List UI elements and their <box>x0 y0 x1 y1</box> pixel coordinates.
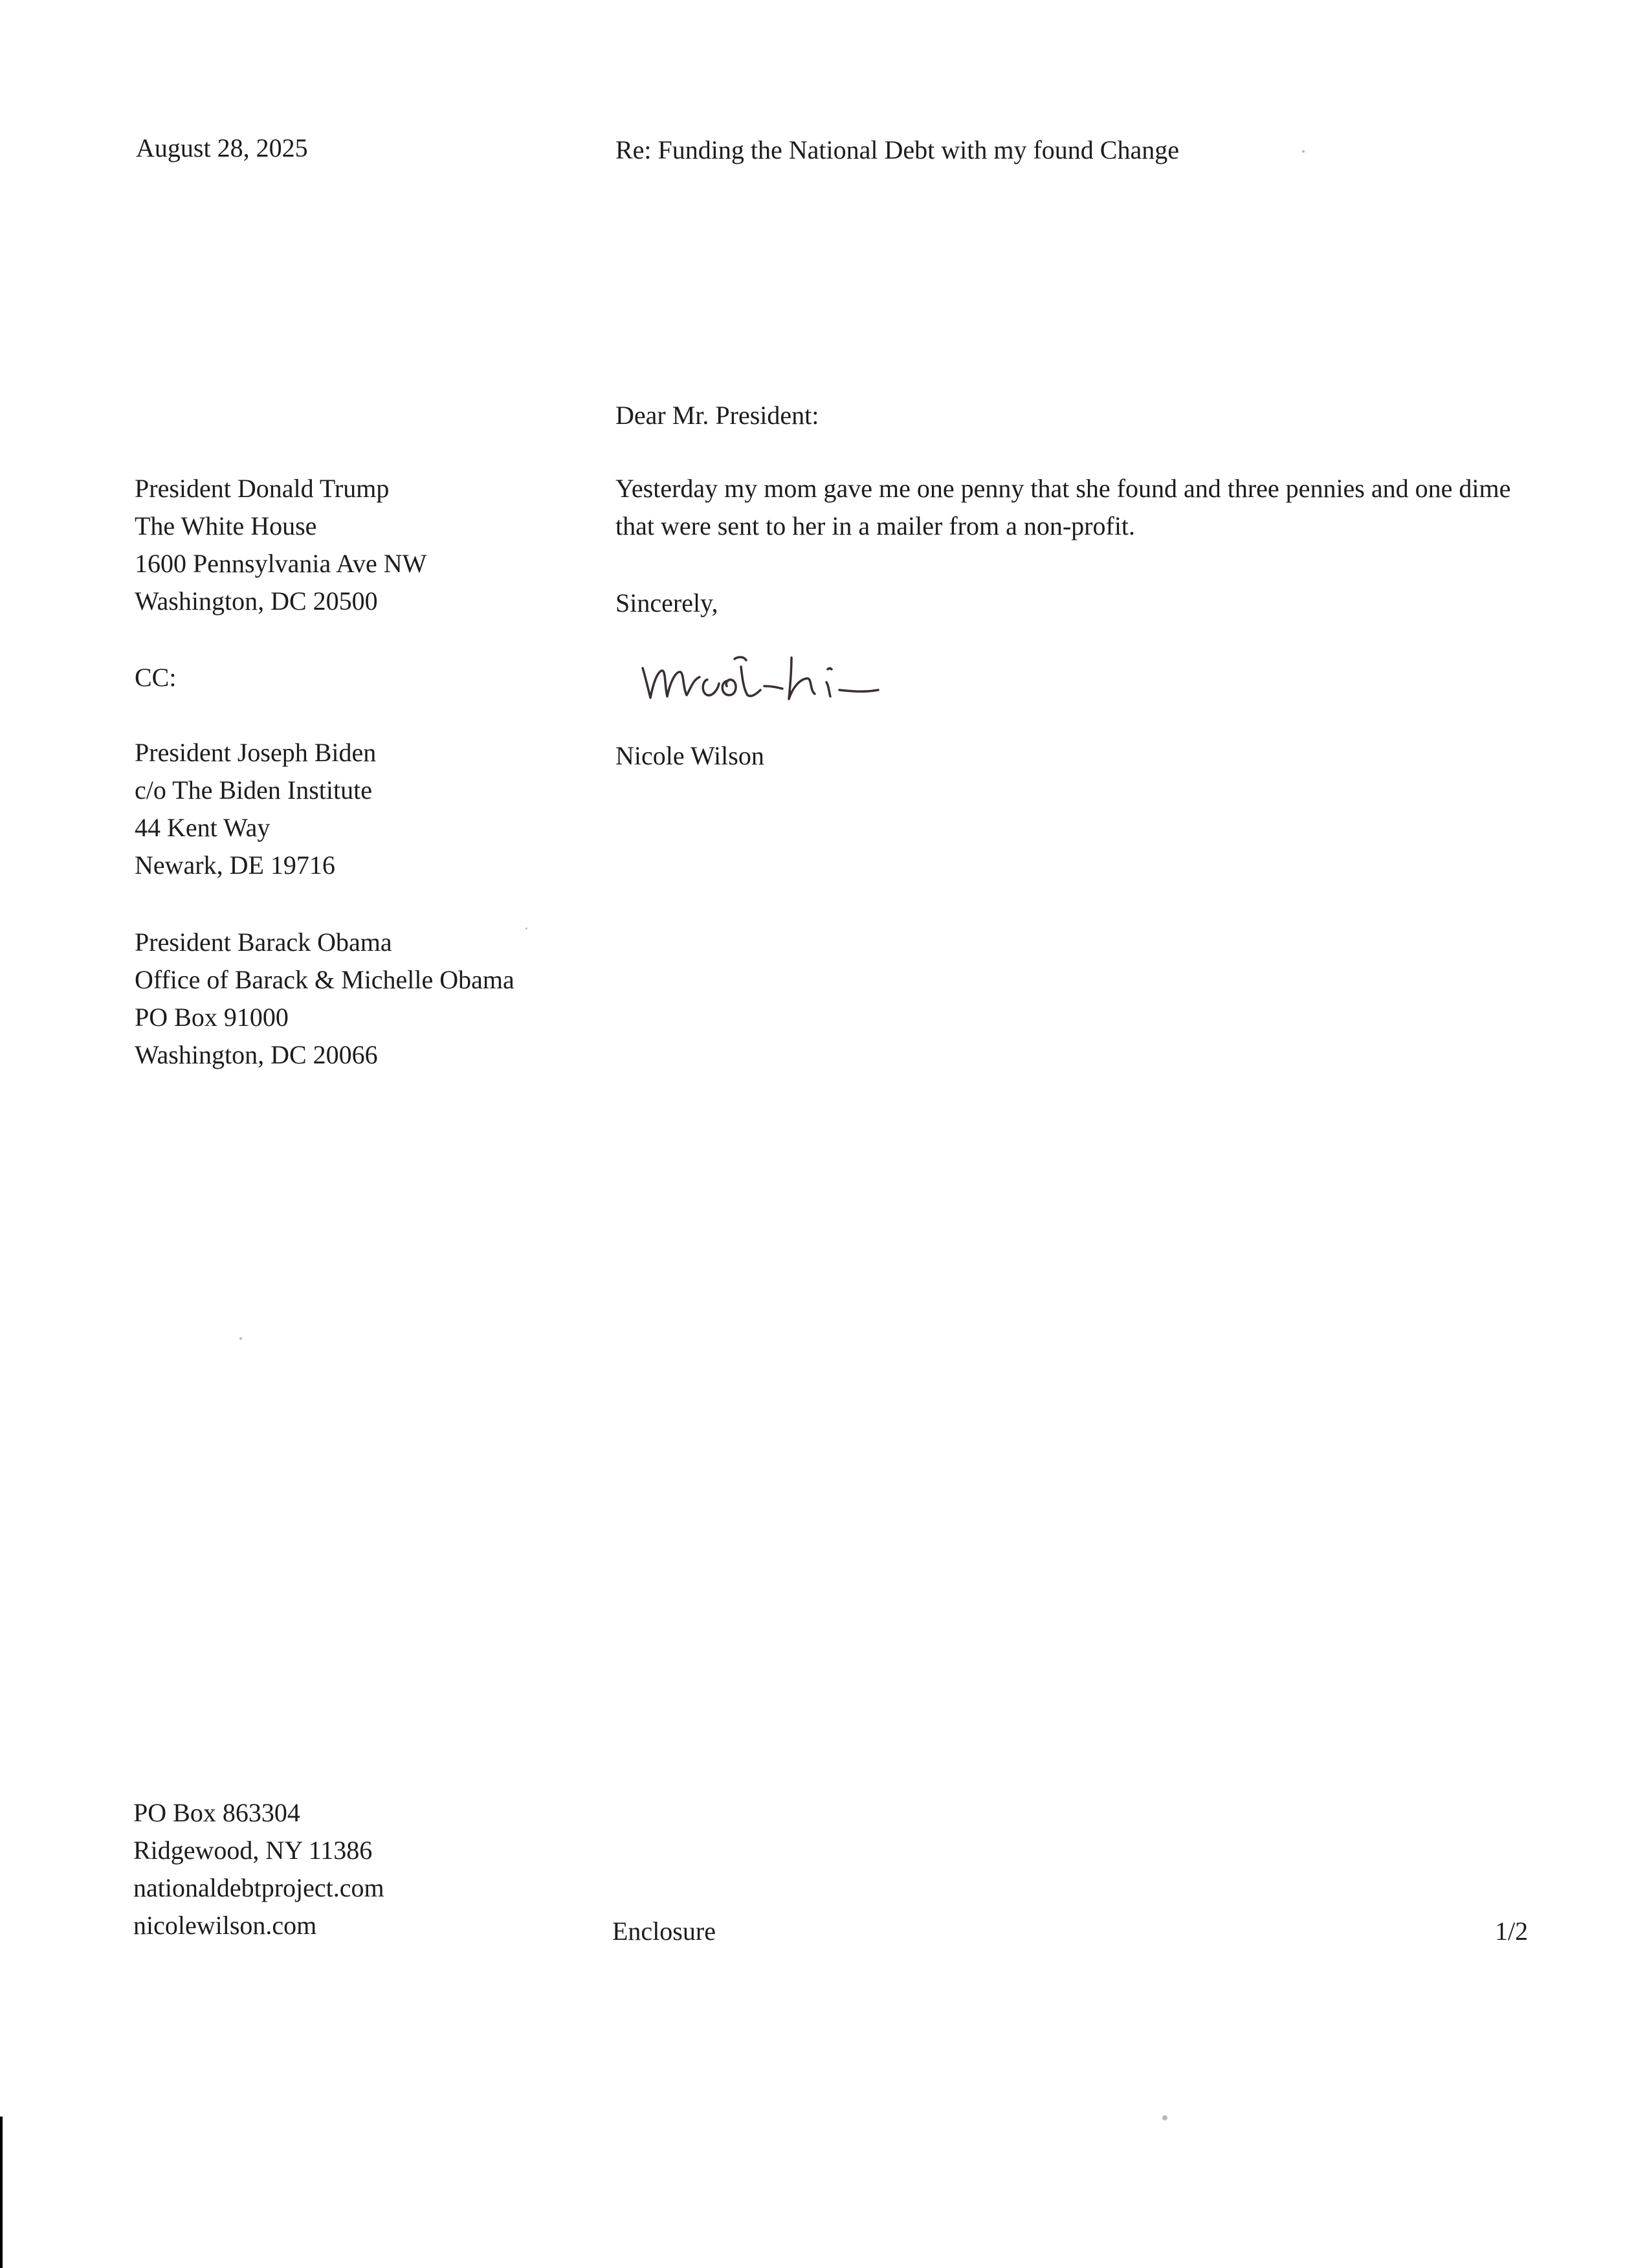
scan-speck <box>1162 2115 1167 2120</box>
enclosure-note: Enclosure <box>612 1917 716 1946</box>
website-line: nicolewilson.com <box>133 1911 317 1940</box>
sender-address <box>133 1794 384 1944</box>
cc-label: CC: <box>135 663 177 692</box>
handwritten-signature <box>637 641 909 706</box>
closing: Sincerely, <box>615 588 718 617</box>
scan-speck <box>1302 150 1305 153</box>
address-line: PO Box 863304 <box>133 1798 300 1827</box>
address-line: President Joseph Biden <box>135 738 377 767</box>
address-line: 44 Kent Way <box>135 813 271 842</box>
subject-line: Re: Funding the National Debt with my found Change <box>615 135 1179 164</box>
address-line: Washington, DC 20066 <box>135 1040 378 1069</box>
salutation: Dear Mr. President: <box>615 401 819 430</box>
address-line: c/o The Biden Institute <box>135 775 372 805</box>
address-line: 1600 Pennsylvania Ave NW <box>135 549 427 578</box>
recipient-address <box>135 470 426 620</box>
address-line: The White House <box>135 511 317 540</box>
signer-name: Nicole Wilson <box>615 741 764 770</box>
address-line: President Barack Obama <box>135 928 392 957</box>
page-number: 1/2 <box>1495 1917 1529 1946</box>
scan-speck <box>239 1337 242 1340</box>
cc-address-obama <box>135 924 514 1074</box>
address-line: Washington, DC 20500 <box>135 586 378 616</box>
scan-edge-mark <box>0 2117 3 2268</box>
address-line: President Donald Trump <box>135 474 390 503</box>
scan-speck <box>525 928 527 929</box>
address-line: PO Box 91000 <box>135 1003 289 1032</box>
cc-address-biden <box>135 734 376 884</box>
address-line: Ridgewood, NY 11386 <box>133 1836 373 1865</box>
letter-date: August 28, 2025 <box>136 133 308 162</box>
website-line: nationaldebtproject.com <box>133 1873 384 1902</box>
letter-body-paragraph: Yesterday my mom gave me one penny that she found and three pennies and one dime that were sent to her in a mailer from a non-profit. <box>615 474 1511 540</box>
address-line: Newark, DE 19716 <box>135 850 335 880</box>
address-line: Office of Barack & Michelle Obama <box>135 965 514 994</box>
